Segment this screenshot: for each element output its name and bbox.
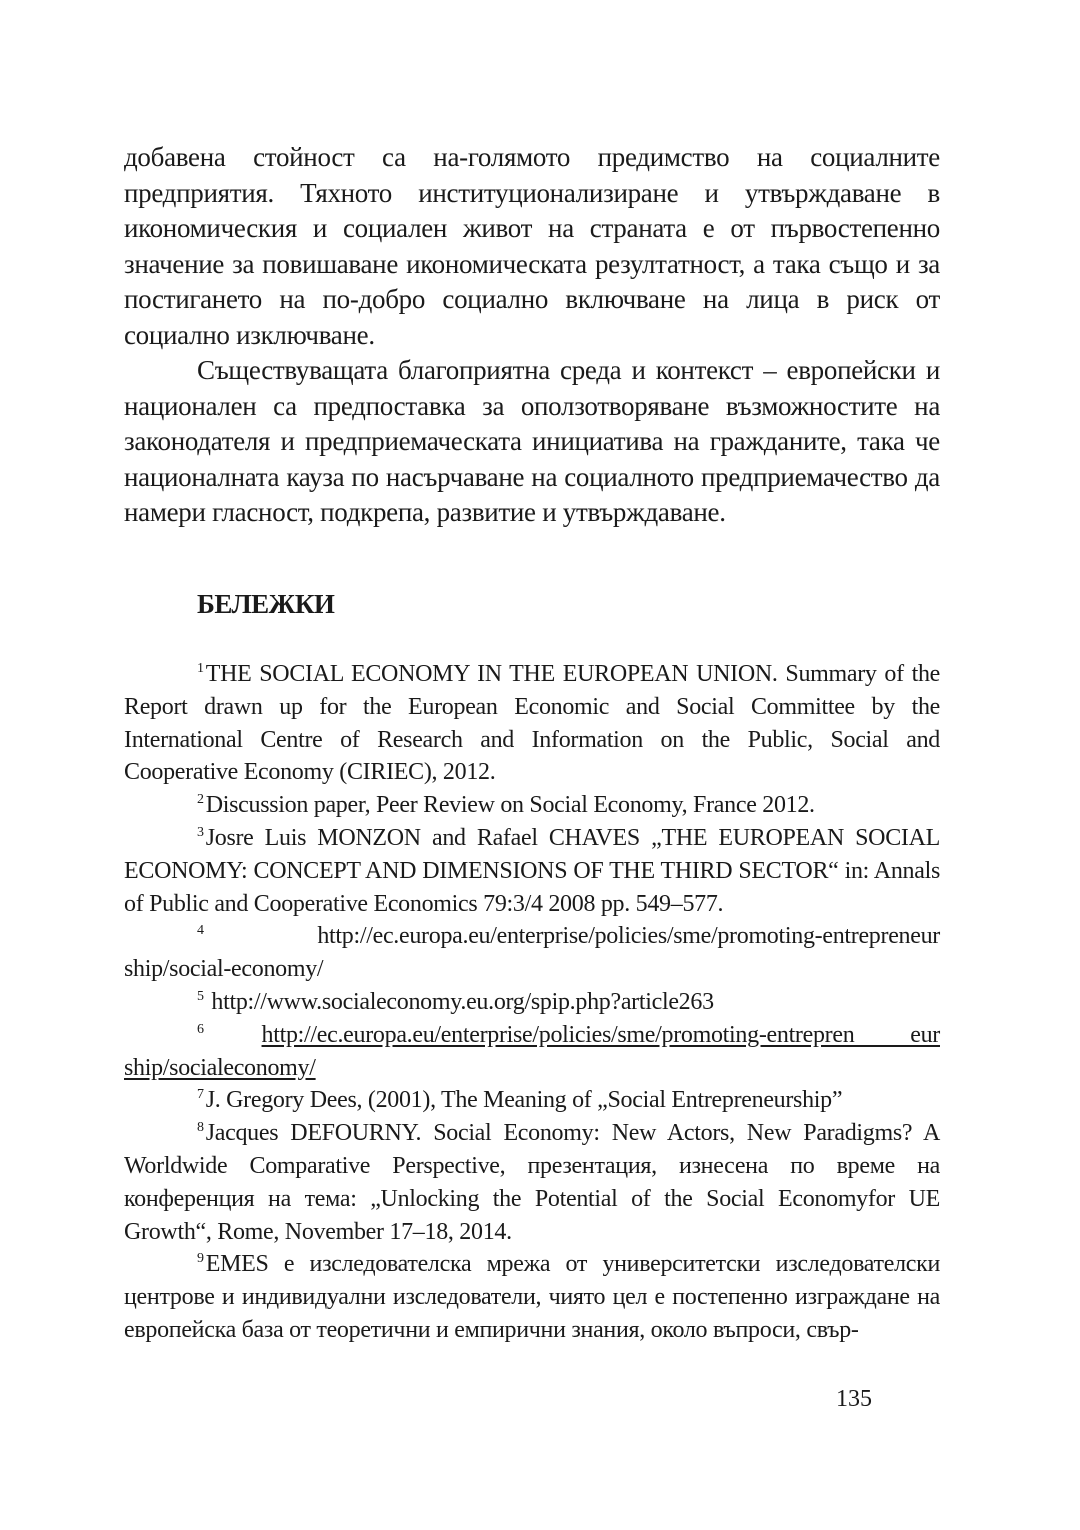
- footnote-text: http://www.socialeconomy.eu.org/spip.php?article263: [211, 988, 714, 1015]
- footnote-number: 9: [197, 1251, 204, 1267]
- footnote-3: [124, 822, 940, 920]
- footnote-number: 3: [197, 824, 204, 840]
- footnote-number: 8: [197, 1120, 204, 1136]
- footnote-link[interactable]: http://ec.europa.eu/enterprise/policies/sme/promoting-entrepren eur ship/socialeconomy/: [124, 1021, 940, 1081]
- footnote-7: [124, 1084, 940, 1117]
- footnote-6: [124, 1019, 940, 1085]
- footnote-number: 5: [197, 988, 204, 1004]
- footnote-8: [124, 1117, 940, 1248]
- footnote-number: 4: [197, 923, 204, 939]
- footnote-text: J. Gregory Dees, (2001), The Meaning of „Social Entrepreneurship”: [205, 1087, 843, 1114]
- footnote-5: [124, 986, 940, 1019]
- footnote-1: [124, 658, 940, 789]
- footnote-2: [124, 789, 940, 822]
- page-number: 135: [836, 1386, 872, 1412]
- footnote-4: [124, 920, 940, 986]
- footnote-number: 6: [197, 1021, 204, 1037]
- footnote-text: Jacques DEFOURNY. Social Economy: New Actors, New Paradigms? A Worldwide Comparative Perspective, презентация, изнесена по време на конференция на тема: „Unlocking the Potential of the Social Economyfor UE Growth“, Rome, November 17–18, 2014.: [124, 1120, 940, 1245]
- body-paragraph-2: Съществуващата благоприятна среда и контекст – европейски и национален са предпоставка за оползотворяване възможностите на законодателя и предприемаческата инициатива на гражданите, така че националната кауза по насърчаване на социалното предприемачество да намери гласност, подкрепа, развитие и утвърждаване.: [124, 355, 940, 527]
- notes-heading: БЕЛЕЖКИ: [197, 589, 335, 619]
- footnote-number: 7: [197, 1087, 204, 1103]
- footnote-text: EMES е изследователска мрежа от университетски изследователски центрове и индивидуални изследователи, чиято цел е постепенно изграждане на европейска база от теоретични и емпирични знания, около въпроси, свър-: [124, 1251, 940, 1343]
- footnote-text: Josre Luis MONZON and Rafael CHAVES „THE EUROPEAN SOCIAL ECONOMY: CONCEPT AND DIMENSIONS OF THE THIRD SECTOR“ in: Annals of Public and Cooperative Economics 79:3/4 2008 pp. 549–577.: [124, 824, 940, 917]
- footnote-text: http://ec.europa.eu/enterprise/policies/sme/promoting-entrepreneur ship/social-economy/: [124, 923, 940, 983]
- footnote-9: [124, 1248, 940, 1346]
- body-text: [124, 140, 940, 531]
- footnote-number: 1: [197, 661, 204, 676]
- body-paragraph-1: добавена стойност са на-голямото предимство на социалните предприятия. Тяхното институционализиране и утвърждаване в икономическия и социален живот на страната е от първостепенно значение за повишаване икономическата резултатност, а така също и за постигането на по-добро социално включване на лица в риск от социално изключване.: [124, 142, 940, 350]
- footnote-text: THE SOCIAL ECONOMY IN THE EUROPEAN UNION. Summary of the Report drawn up for the European Economic and Social Committee by the International Centre of Research and Information on the Public, Social and Cooperative Economy (CIRIEC), 2012.: [124, 661, 940, 786]
- footnote-number: 2: [197, 792, 204, 808]
- footnotes-list: [124, 658, 940, 1347]
- footnote-text: Discussion paper, Peer Review on Social Economy, France 2012.: [205, 792, 815, 819]
- document-page: [124, 140, 940, 1343]
